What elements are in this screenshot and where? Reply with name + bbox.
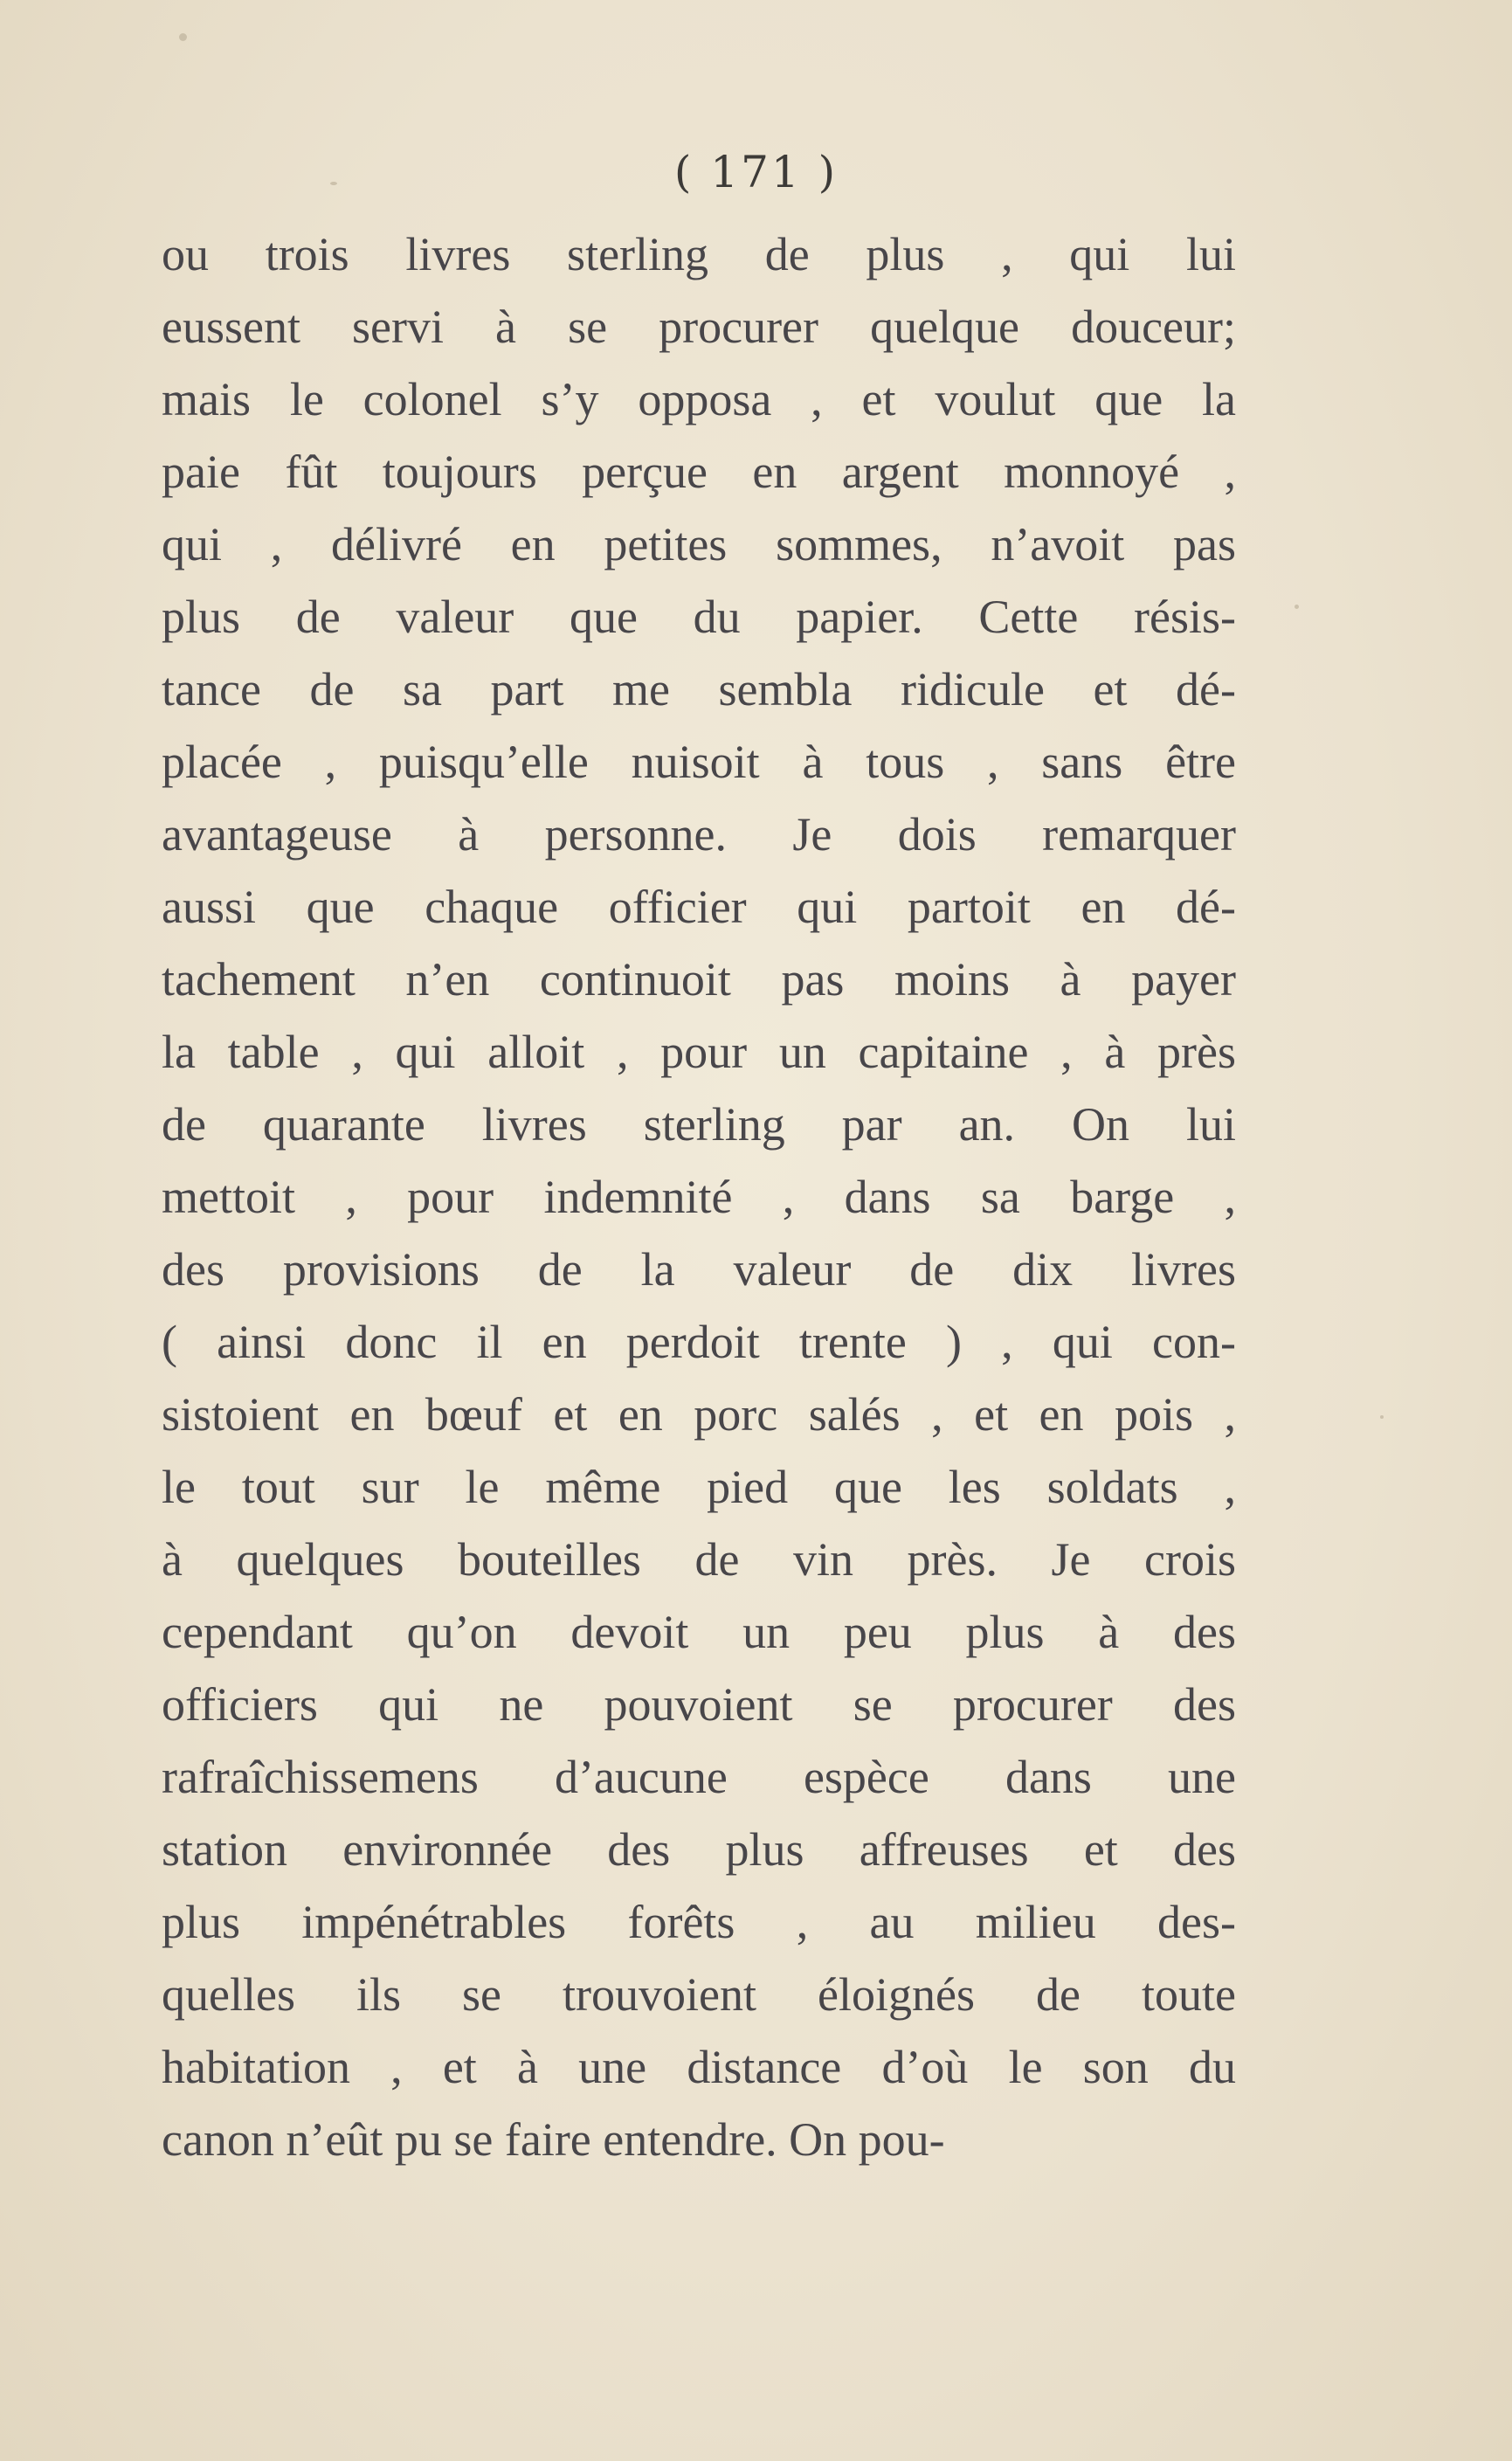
text-line: qui , délivré en petites sommes, n’avoit pas (162, 518, 1236, 570)
text-line: mettoit , pour indemnité , dans sa barge , (162, 1171, 1236, 1223)
text-line: habitation , et à une distance d’où le son du (162, 2041, 1236, 2093)
text-line: de quarante livres sterling par an. On lui (162, 1098, 1236, 1151)
text-line: avantageuse à personne. Je dois remarquer (162, 808, 1236, 861)
text-line: tachement n’en continuoit pas moins à payer (162, 953, 1236, 1006)
text-line: tance de sa part me sembla ridicule et dé- (162, 663, 1236, 715)
text-line: canon n’eût pu se faire entendre. On pou- (162, 2113, 945, 2166)
text-line: mais le colonel s’y opposa , et voulut que la (162, 373, 1236, 425)
paper-speck (1295, 605, 1299, 609)
text-line: la table , qui alloit , pour un capitaine , à près (162, 1026, 1236, 1078)
text-line: plus de valeur que du papier. Cette résis- (162, 591, 1236, 643)
text-line: le tout sur le même pied que les soldats , (162, 1461, 1236, 1513)
paper-speck (179, 33, 187, 41)
text-line: plus impénétrables forêts , au milieu des- (162, 1896, 1236, 1948)
text-line: officiers qui ne pouvoient se procurer des (162, 1678, 1236, 1731)
text-line: cependant qu’on devoit un peu plus à des (162, 1606, 1236, 1658)
text-line: sistoient en bœuf et en porc salés , et en pois , (162, 1388, 1236, 1441)
text-line: aussi que chaque officier qui partoit en dé- (162, 881, 1236, 933)
text-line: placée , puisqu’elle nuisoit à tous , sans être (162, 736, 1236, 788)
text-line: des provisions de la valeur de dix livres (162, 1243, 1236, 1296)
paper-speck (1380, 1415, 1384, 1419)
page-number-header: ( 171 ) (673, 147, 839, 197)
text-line: quelles ils se trouvoient éloignés de toute (162, 1968, 1236, 2021)
text-line: rafraîchissemens d’aucune espèce dans une (162, 1751, 1236, 1803)
body-text (162, 218, 1236, 2176)
text-line: à quelques bouteilles de vin près. Je crois (162, 1533, 1236, 1586)
text-line: ou trois livres sterling de plus , qui lui (162, 228, 1236, 280)
text-line: station environnée des plus affreuses et des (162, 1823, 1236, 1876)
text-line: eussent servi à se procurer quelque douceur; (162, 301, 1236, 353)
text-line: paie fût toujours perçue en argent monnoyé , (162, 446, 1236, 498)
text-line: ( ainsi donc il en perdoit trente ) , qui con- (162, 1316, 1236, 1368)
